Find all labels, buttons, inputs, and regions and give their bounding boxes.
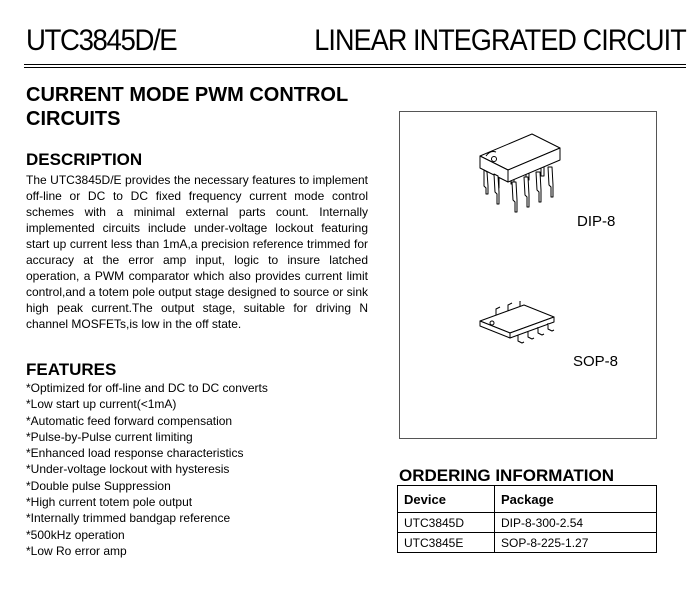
- features-heading: FEATURES: [26, 360, 117, 379]
- column-header-device: Device: [398, 486, 495, 513]
- description-text: The UTC3845D/E provides the necessary features to implement off-line or DC to DC fixed frequency current mode control schemes with a minimal external parts count. Internally implemented circuits include under-voltage lockout featuring start up current less than 1mA,a precision reference trimmed for accuracy at the error amp input, logic to insure latched operation, a PWM comparator which also provides current limit control,and a totem pole output stage designed to source or sink high peak current.The output stage, suitable for driving N channel MOSFETs,is low in the off state.: [26, 173, 368, 331]
- features-list: [26, 380, 268, 559]
- feature-item: *Internally trimmed bandgap reference: [26, 511, 231, 526]
- package-cell: DIP-8-300-2.54: [495, 513, 657, 533]
- dip-8-label: DIP-8: [577, 213, 616, 230]
- feature-item: *500kHz operation: [26, 527, 125, 542]
- sop-8-package-drawing: [474, 301, 564, 351]
- dip-8-package-drawing: [470, 126, 570, 216]
- table-row: [398, 533, 657, 553]
- header-rule-secondary: [24, 67, 686, 68]
- feature-item: *Low start up current(<1mA): [26, 397, 177, 412]
- ordering-table: [397, 485, 657, 553]
- feature-item: *Pulse-by-Pulse current limiting: [26, 429, 193, 444]
- feature-item: *Low Ro error amp: [26, 543, 127, 558]
- device-cell: UTC3845D: [398, 513, 495, 533]
- feature-item: *Optimized for off-line and DC to DC converts: [26, 381, 268, 395]
- description-heading: DESCRIPTION: [26, 150, 143, 169]
- ordering-information-heading: ORDERING INFORMATION: [399, 466, 615, 485]
- sop-8-label: SOP-8: [573, 353, 619, 370]
- header-rule: [24, 64, 686, 65]
- part-number: UTC3845D/E: [26, 24, 177, 57]
- feature-item: *Under-voltage lockout with hysteresis: [26, 462, 230, 477]
- package-cell: SOP-8-225-1.27: [495, 533, 657, 553]
- feature-item: *Automatic feed forward compensation: [26, 413, 233, 428]
- page-title: CURRENT MODE PWM CONTROL CIRCUITS: [26, 84, 349, 130]
- feature-item: *Enhanced load response characteristics: [26, 446, 244, 461]
- table-row: [398, 513, 657, 533]
- feature-item: *Double pulse Suppression: [26, 478, 171, 493]
- feature-item: *High current totem pole output: [26, 495, 193, 510]
- document-category: LINEAR INTEGRATED CIRCUIT: [314, 24, 686, 57]
- table-header-row: [398, 486, 657, 513]
- device-cell: UTC3845E: [398, 533, 495, 553]
- column-header-package: Package: [495, 486, 657, 513]
